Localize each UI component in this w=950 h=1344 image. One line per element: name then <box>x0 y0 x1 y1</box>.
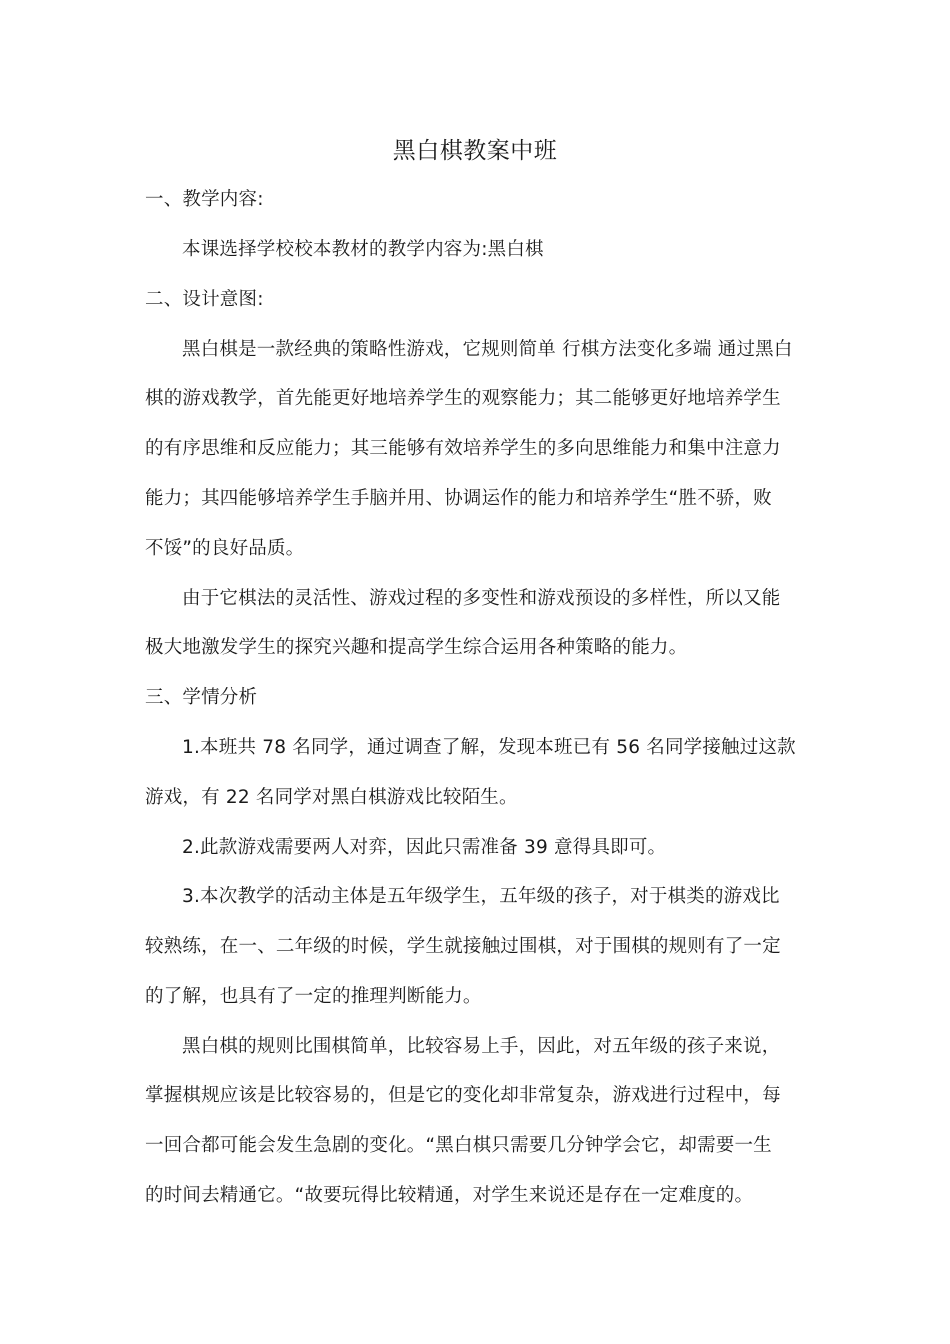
paragraph-line: 的时间去精通它。“故要玩得比较精通，对学生来说还是存在一定难度的。 <box>145 1185 754 1206</box>
paragraph-line: 的了解，也具有了一定的推理判断能力。 <box>145 986 482 1007</box>
paragraph-line: 不馁”的良好品质。 <box>145 538 305 559</box>
paragraph-line: 1.本班共 78 名同学，通过调查了解，发现本班已有 56 名同学接触过这款 <box>182 737 796 758</box>
paragraph-line: 极大地激发学生的探究兴趣和提高学生综合运用各种策略的能力。 <box>145 637 688 658</box>
paragraph-line: 黑白棋是一款经典的策略性游戏，它规则简单 行棋方法变化多端 通过黑白 <box>182 339 793 360</box>
paragraph-line: 2.此款游戏需要两人对弈，因此只需准备 39 意得具即可。 <box>182 837 667 858</box>
paragraph-line: 能力；其四能够培养学生手脑并用、协调运作的能力和培养学生“胜不骄，败 <box>145 488 772 509</box>
paragraph-line: 游戏，有 22 名同学对黑白棋游戏比较陌生。 <box>145 787 518 808</box>
paragraph-line: 棋的游戏教学，首先能更好地培养学生的观察能力；其二能够更好地培养学生 <box>145 388 781 409</box>
paragraph-line: 较熟练，在一、二年级的时候，学生就接触过围棋，对于围棋的规则有了一定 <box>145 936 781 957</box>
section-heading-content: 一、教学内容: <box>145 189 264 210</box>
section-heading-analysis: 三、学情分析 <box>145 687 258 708</box>
paragraph-line: 的有序思维和反应能力；其三能够有效培养学生的多向思维能力和集中注意力 <box>145 438 781 459</box>
paragraph-line: 黑白棋的规则比围棋简单，比较容易上手，因此，对五年级的孩子来说， <box>182 1036 781 1057</box>
paragraph-line: 本课选择学校校本教材的教学内容为:黑白棋 <box>182 239 544 260</box>
paragraph-line: 由于它棋法的灵活性、游戏过程的多变性和游戏预设的多样性，所以又能 <box>182 588 781 609</box>
section-heading-design: 二、设计意图: <box>145 289 264 310</box>
page-title: 黑白棋教案中班 <box>392 138 558 164</box>
paragraph-line: 掌握棋规应该是比较容易的，但是它的变化却非常复杂，游戏进行过程中，每 <box>145 1085 781 1106</box>
paragraph-line: 一回合都可能会发生急剧的变化。“黑白棋只需要几分钟学会它，却需要一生 <box>145 1135 772 1156</box>
paragraph-line: 3.本次教学的活动主体是五年级学生，五年级的孩子，对于棋类的游戏比 <box>182 886 780 907</box>
